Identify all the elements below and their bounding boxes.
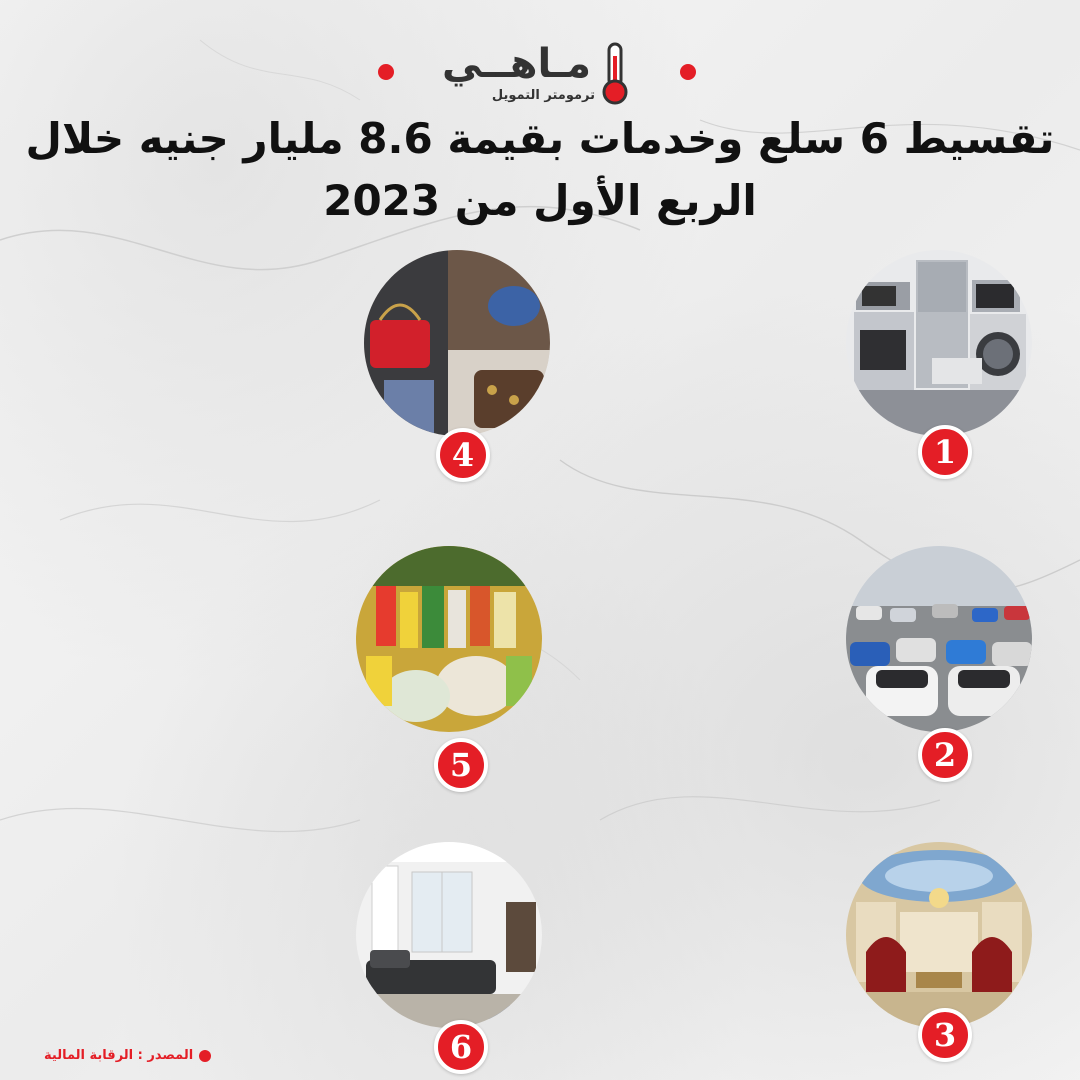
source-text: المصدر : الرقابة المالية — [44, 1048, 194, 1063]
rank-badge: 3 — [918, 1008, 972, 1062]
decorative-dot — [378, 64, 394, 80]
decorative-dot — [680, 64, 696, 80]
rank-badge: 6 — [434, 1020, 488, 1074]
fashion-bags-image — [364, 250, 550, 436]
thermometer-icon — [595, 42, 635, 106]
cars-image — [846, 546, 1032, 732]
rank-badge: 4 — [436, 428, 490, 482]
home-appliances-image — [846, 250, 1032, 436]
page-title: تقسيط 6 سلع وخدمات بقيمة 8.6 مليار جنيه خلال الربع الأول من 2023 — [25, 114, 1055, 225]
groceries-image — [356, 546, 542, 732]
header — [0, 40, 1080, 110]
rank-badge: 1 — [918, 425, 972, 479]
logo-subtitle: ترمومتر التمويل — [491, 88, 595, 103]
furniture-image — [356, 842, 542, 1028]
rank-badge: 5 — [434, 738, 488, 792]
bullet-dot-icon — [199, 1050, 211, 1062]
rank-badge: 2 — [918, 728, 972, 782]
source-note — [44, 1048, 211, 1063]
interior-finishing-image — [846, 842, 1032, 1028]
logo-text: مـاهــي — [441, 41, 591, 87]
brand-logo — [430, 40, 655, 110]
